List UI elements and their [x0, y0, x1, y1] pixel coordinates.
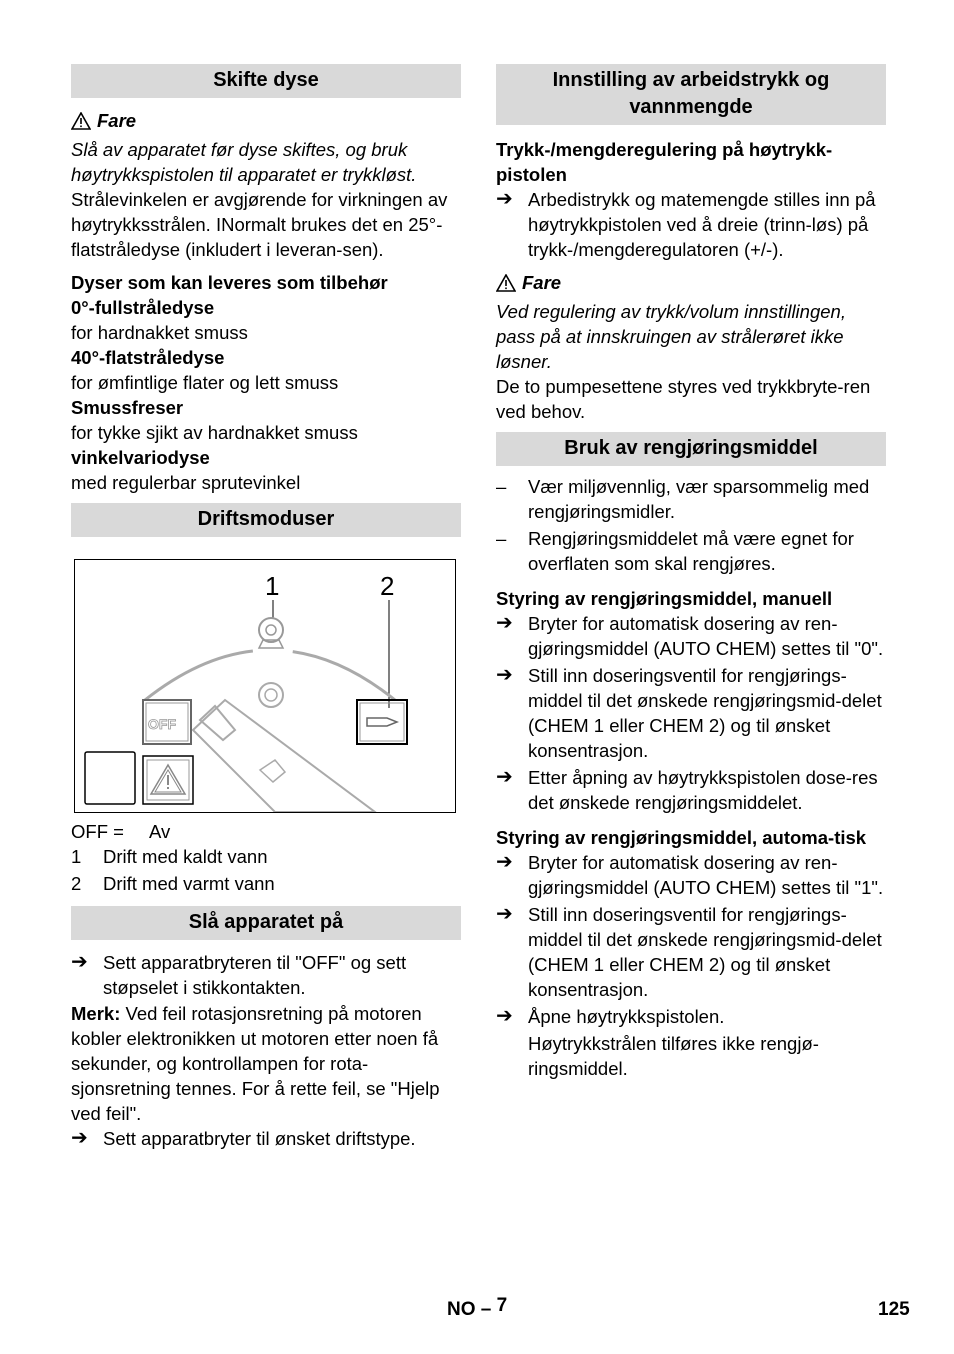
empty-indicator	[85, 752, 135, 804]
arrow-icon: ➔	[496, 766, 513, 788]
note-label: Merk:	[71, 1003, 121, 1024]
subheading-dyser: Dyser som kan leveres som tilbehør	[71, 272, 388, 293]
legend-2	[71, 871, 461, 896]
dash-bullet: –	[496, 528, 507, 549]
instruction-step	[496, 902, 886, 1002]
arrow-icon: ➔	[496, 1005, 513, 1027]
control-panel-illustration	[75, 560, 455, 812]
legend-1-value: Drift med kaldt vann	[103, 846, 268, 867]
result-note: Høytrykkstrålen tilføres ikke rengjø-ringsmiddel.	[528, 1033, 819, 1079]
instruction-text: Sett apparatbryteren til "OFF" og sett støpselet i stikkontakten.	[103, 952, 407, 998]
arrow-icon: ➔	[496, 612, 513, 634]
footer-lang: NO	[447, 1299, 476, 1320]
instruction-step	[71, 950, 461, 1000]
legend-off	[71, 819, 461, 844]
nozzle-desc-3: for tykke sjikt av hardnakket smuss	[71, 422, 358, 443]
note-merk	[71, 1001, 461, 1126]
legend-1	[71, 844, 461, 869]
page-number: 125	[878, 1299, 910, 1320]
arrow-icon: ➔	[71, 951, 88, 973]
arrow-icon: ➔	[496, 664, 513, 686]
figure-label-2: 2	[380, 571, 395, 601]
section-heading-driftsmoduser: Driftsmoduser	[71, 503, 461, 537]
left-column	[71, 64, 461, 1151]
paragraph-pumpe: De to pumpesettene styres ved trykkbryte-ren ved behov.	[496, 376, 871, 422]
nozzle-desc-1: for hardnakket smuss	[71, 322, 248, 343]
instruction-text: Bryter for automatisk dosering av ren-gjøringsmiddel (AUTO CHEM) settes til "0".	[528, 613, 884, 659]
section-heading-sla-pa: Slå apparatet på	[71, 906, 461, 940]
subheading-trykk: Trykk-/mengderegulering på høytrykk-pistolen	[496, 139, 833, 185]
arrow-icon: ➔	[496, 188, 513, 210]
warning-label: Fare	[522, 272, 562, 293]
instruction-step	[496, 187, 886, 262]
instruction-text: Still inn doseringsventil for rengjørings-middel til det ønskede rengjøringsmid-delet (CHEM 1 eller CHEM 2) og til ønsket konsentrasjon.	[528, 665, 882, 761]
instruction-text: Åpne høytrykkspistolen.	[528, 1006, 725, 1027]
warning-lamp-icon	[143, 756, 193, 804]
instruction-text: Still inn doseringsventil for rengjørings-middel til det ønskede rengjøringsmid-delet (CHEM 1 eller CHEM 2) og til ønsket konsentrasjon.	[528, 904, 882, 1000]
subheading-automatisk: Styring av rengjøringsmiddel, automa-tisk	[496, 827, 867, 848]
nozzle-desc-2: for ømfintlige flater og lett smuss	[71, 372, 339, 393]
legend-off-value: Av	[149, 821, 171, 842]
list-item-text: Vær miljøvennlig, vær sparsommelig med rengjøringsmidler.	[528, 476, 870, 522]
legend-2-value: Drift med varmt vann	[103, 873, 275, 894]
nozzle-desc-4: med regulerbar sprutevinkel	[71, 472, 301, 493]
arrow-icon: ➔	[496, 903, 513, 925]
nozzle-name-1: 0°-fullstråledyse	[71, 297, 215, 318]
operating-mode-figure	[74, 559, 456, 813]
paragraph-skifte: Strålevinkelen er avgjørende for virkningen av høytrykksstrålen. INormalt brukes det en 25°-flatstråledyse (inkludert i leveran-sen).	[71, 189, 448, 260]
off-button-icon	[143, 700, 191, 744]
list-item	[496, 474, 886, 524]
section-heading-bruk: Bruk av rengjøringsmiddel	[496, 432, 886, 466]
warning-text: Slå av apparatet før dyse skiftes, og bruk høytrykkspistolen til apparatet er trykkløst.	[71, 139, 417, 185]
figure-label-1: 1	[265, 571, 280, 601]
warning-fare-1	[71, 108, 461, 133]
list-item-text: Rengjøringsmiddelet må være egnet for overflaten som skal rengjøres.	[528, 528, 854, 574]
section-heading-skifte-dyse: Skifte dyse	[71, 64, 461, 98]
nozzle-name-3: Smussfreser	[71, 397, 184, 418]
instruction-step	[496, 765, 886, 815]
warning-triangle-icon	[496, 274, 516, 292]
nozzle-name-4: vinkelvariodyse	[71, 447, 210, 468]
legend-2-key: 2	[71, 873, 82, 894]
instruction-step	[496, 663, 886, 763]
footer-chapter	[447, 1297, 507, 1322]
legend-off-key: OFF =	[71, 821, 124, 842]
warning-text: Ved regulering av trykk/volum innstillingen, pass på at innskruingen av strålerøret ikke løsner.	[496, 301, 846, 372]
instruction-step	[496, 1004, 886, 1029]
footer-chapter-page: 7	[496, 1295, 508, 1316]
arrow-icon: ➔	[71, 1127, 88, 1149]
instruction-text: Arbedistrykk og matemengde stilles inn på høytrykkpistolen ved å dreie (trinn-løs) på trykk-/mengderegulatoren (+/-).	[528, 189, 876, 260]
nozzle-name-2: 40°-flatstråledyse	[71, 347, 225, 368]
off-label: OFF	[148, 716, 176, 732]
list-item	[496, 526, 886, 576]
instruction-text: Bryter for automatisk dosering av ren-gjøringsmiddel (AUTO CHEM) settes til "1".	[528, 852, 884, 898]
instruction-text: Etter åpning av høytrykkspistolen dose-res det ønskede rengjøringsmiddelet.	[528, 767, 878, 813]
dash-bullet: –	[496, 476, 507, 497]
cold-water-icon	[259, 618, 283, 648]
selector-knob-icon	[259, 683, 283, 707]
section-heading-innstilling: Innstilling av arbeidstrykk og vannmengde	[496, 64, 886, 125]
subheading-manuell: Styring av rengjøringsmiddel, manuell	[496, 588, 833, 609]
footer-dash: –	[480, 1299, 492, 1320]
warning-label: Fare	[97, 110, 137, 131]
right-column	[496, 64, 886, 1081]
instruction-step	[71, 1126, 461, 1151]
instruction-step	[496, 850, 886, 900]
instruction-text: Sett apparatbryter til ønsket driftstype.	[103, 1128, 416, 1149]
warning-fare-2	[496, 270, 886, 295]
note-text: Ved feil rotasjonsretning på motoren kobler elektronikken ut motoren etter noen få sekunder, og kontrollampen for rota-sjonsretning tennes. For å rette feil, se "Hjelp ved feil".	[71, 1003, 440, 1124]
instruction-step	[496, 611, 886, 661]
hot-water-icon	[357, 700, 407, 744]
warning-triangle-icon	[71, 112, 91, 130]
arrow-icon: ➔	[496, 851, 513, 873]
legend-1-key: 1	[71, 846, 82, 867]
